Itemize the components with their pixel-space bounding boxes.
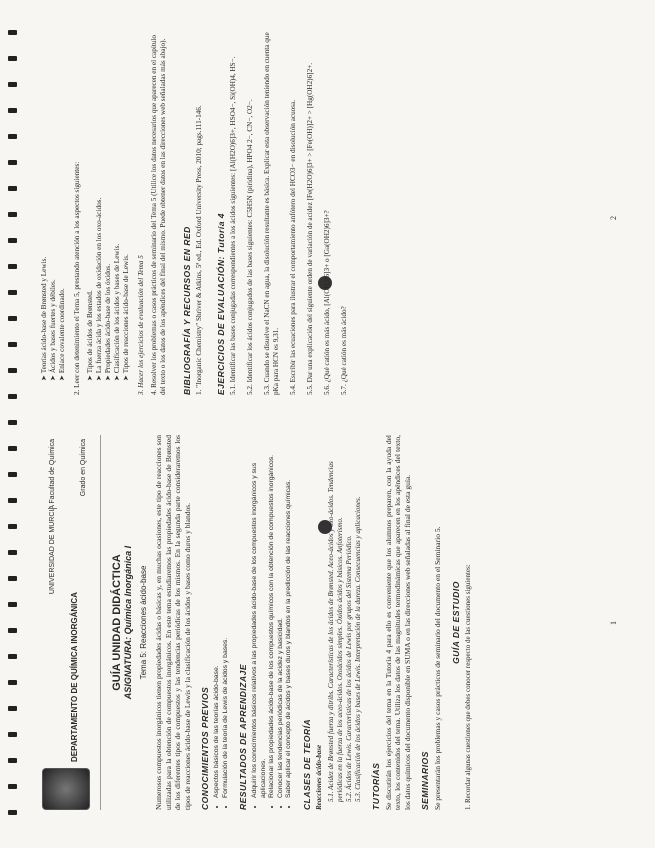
subject-title: ASIGNATURA: Química Inorgánica I — [123, 545, 133, 700]
exercise-item: 5.2. Identificar los ácidos conjugados de las bases siguientes: C5H5N (piridina), HPO4 2−, CN−, O2−. — [246, 99, 254, 395]
page-2 — [40, 30, 618, 395]
bullet-item: ➤ Tipos de ácidos de Brønsted. — [86, 290, 94, 381]
topic-title: Tema 5: Reacciones ácido-base — [139, 565, 148, 680]
list-item: • Relacionar las propiedades ácido-base de los compuestos químicos con la obtención de compuestos inorgánicos. — [268, 435, 277, 798]
study-item-3: 3. Hacer los ejercicios de evaluación del Tema 5 — [137, 255, 145, 395]
prev-knowledge-heading: CONOCIMIENTOS PREVIOS — [200, 686, 210, 810]
list-item: • Adquirir los conocimientos básicos relativos a las propiedades ácido-base de los compuestos inorgánicos y sus aplicaciones. — [251, 435, 268, 798]
theory-item: 5.1. Acidez de Brønsted fuerza y ditribs. Características de los ácidos de Brønsted. Aceo-ácidos y oxo-ácidos. Tendencias periódicas en la fuerza de los aceo-ácidos. Oxoácidos simples. Óxidos ácidos y básicos. Anfoterismo. — [326, 461, 344, 802]
list-item: • Formulación de la teoría de Lewis de ácidos y bases. — [222, 435, 231, 798]
list-item: • Aspectos básicos de las teorías ácido-base. — [213, 435, 222, 798]
rotated-document — [40, 20, 630, 810]
bullet-item: ➤ Enlace covalente coordinado. — [58, 288, 66, 381]
study-guide-item: 1. Recordar algunas cuestiones que debes conocer respecto de las cuestiones siguientes: — [463, 564, 472, 810]
bibliography-entry: 1. "Inorganic Chemistry" Shriver & Atkins, 5ª ed., Ed. Oxford University Press, 2010; pags.111-146. — [195, 105, 203, 395]
faculty-name: Facultad de Química — [48, 439, 57, 509]
outcomes-list — [251, 435, 294, 798]
exercise-item: 5.5. Dar una explicación del siguiente orden de variación de acidez [Fe(H2O)6]3+ > [Fe(OH)]2+ > [Hg(OH2)6]2+. — [306, 62, 314, 395]
outcomes-heading: RESULTADOS DE APRENDIZAJE — [238, 664, 248, 810]
binding-holes — [8, 30, 18, 820]
study-item-2: 2. Leer con detenimiento el Tema 5, prestando atención a los aspectos siguientes: — [73, 161, 81, 395]
study-guide-heading: GUÍA DE ESTUDIO — [450, 581, 461, 664]
page-header — [40, 435, 101, 810]
prev-knowledge-list — [213, 435, 230, 798]
exercise-item: 5.7. ¿Qué catión es más ácido? — [340, 306, 348, 395]
page-number: 2 — [609, 216, 618, 220]
document-title: GUÍA UNIDAD DIDÁCTICA — [111, 554, 123, 691]
exercise-item: 5.3. Cuando se disuelve el NaCN en agua, la disolución resultante es básica. Explicar esta observación teniendo en cuenta que pKa para HCN es 9,31. — [263, 32, 280, 395]
list-item: • Conocer las tendencias periódicas de la acidez y basicidad. — [277, 435, 286, 798]
theory-item: 5.2. Ácidos de Lewis. Características de los ácidos de Lewis por grupos del Sistema Periódico. — [344, 535, 353, 802]
bullet-item: ➤ Propiedades ácido-base de los óxidos. — [104, 263, 112, 381]
university-name: UNIVERSIDAD DE MURCIA — [49, 505, 56, 595]
exercise-item: 5.6. ¿Qué catión es más ácido, [Al(OH2)6]3+ o [Ga(OH2)6]3+? — [323, 210, 331, 395]
department-name: DEPARTAMENTO DE QUÍMICA INORGÁNICA — [70, 592, 79, 762]
seminars-heading: SEMINARIOS — [420, 751, 430, 810]
tutorials-heading: TUTORÍAS — [370, 762, 381, 810]
bullet-item: ➤ La fuerza ácida y los estados de oxidación en los oxo-ácidos. — [95, 197, 103, 381]
bullet-item: ➤ Ácidos y bases fuertes y débiles. — [49, 279, 57, 381]
page-1 — [40, 435, 618, 810]
exercises-heading: EJERCICIOS DE EVALUACIÓN: Tutoría 4 — [216, 212, 226, 395]
bullet-item: ➤ Clasificación de los ácidos y bases de Lewis. — [113, 243, 121, 381]
list-item: • Saber aplicar el concepto de ácidos y bases duros y blandos en la predicción de las reacciones químicas. — [285, 435, 294, 798]
theory-subheading: Reacciones ácido-base — [314, 744, 323, 810]
seminars-paragraph: Se presentarán los problemas y casos prácticos de seminario del documento en el Seminario 5. — [433, 526, 442, 810]
exercise-item: 5.4. Escribir las ecuaciones para ilustrar el comportamiento anfótero del HCO3− en disolución acuosa. — [289, 99, 297, 395]
bullet-item: ➤ Teorías ácido-base de Brønsted y Lewis. — [40, 256, 48, 381]
tutorials-paragraph: Se discutirán los ejercicios del tema en la Tutoría 4 para ello es conveniente que los alumnos preparen, con la ayuda del texto, los contenidos del tema. Utiliza los datos de las magnitudes termodinámicas que aparecen en los apéndices del texto, los datos químicos del documento disponible en SUMA o en las direcciones web señaladas al final de esta guía. — [383, 435, 412, 810]
university-crest-icon — [42, 768, 90, 810]
intro-paragraph: Numerosos compuestos inorgánicos tienen propiedades ácidas o básicas y, en muchas ocasiones, este tipo de reacciones son utilizadas para la obtención de compuestos inorgánicos. En este tema estudiaremos las propiedades ácido-base de Brønsted de los diferentes tipos de compuestos y las tendencias periódicas de los mismos. En la segunda parte consideraremos los tipos de reacciones ácido-base de Lewis y la clasificación de los ácidos y bases como duros y blandos. — [154, 435, 192, 810]
theory-item: 5.3. Clasificación de los ácidos y bases de Lewis. Interpretación de la dureza. Consecuencias y aplicaciones. — [353, 496, 362, 802]
page-number: 1 — [609, 621, 618, 625]
theory-heading: CLASES DE TEORÍA — [301, 718, 312, 810]
degree-name: Grado en Química — [80, 439, 87, 497]
bibliography-heading: BIBLIOGRAFÍA Y RECURSOS EN RED — [182, 226, 192, 395]
study-item-4: 4. Resolver los problemas o casos prácticos de seminario del Tema 5 (Utilice los datos necesarios que aparecen en el capítulo del texto o los datos de los apéndices del final del mismo. Puede obtener datos en las direcciones web señaladas más abajo). — [150, 34, 167, 395]
exercise-item: 5.1. Identificar las bases conjugadas correspondientes a los ácidos siguientes: [Al(H2O)6]3+, HSO4−, Si(OH)4, HS−. — [229, 56, 237, 395]
bullet-item: ➤ Tipos de reacciones ácido-base de Lewis. — [122, 254, 130, 381]
